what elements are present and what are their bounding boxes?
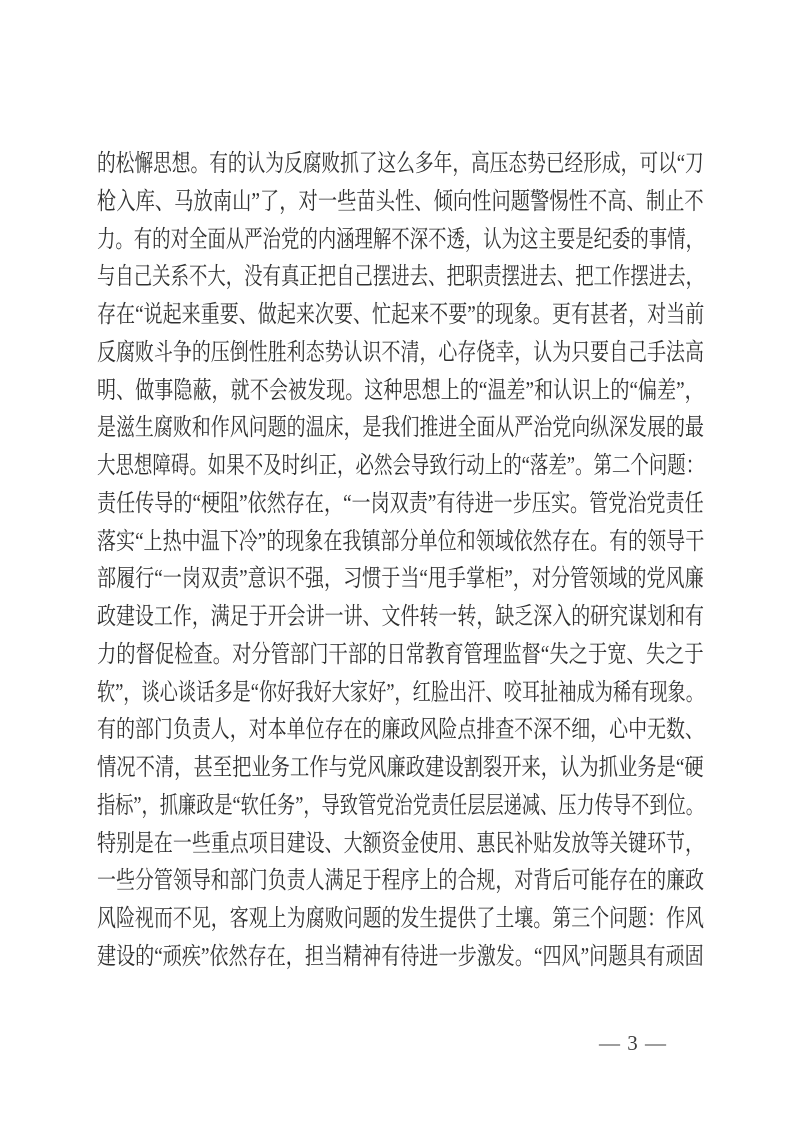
text-line: 存在“说起来重要、做起来次要、忙起来不要”的现象。更有甚者，对当前	[97, 302, 705, 328]
page-number: — 3 —	[599, 1031, 667, 1055]
text-line: 指标”，抓廉政是“软任务”，导致管党治党责任层层递减、压力传导不到位。	[97, 792, 704, 819]
text-line: 力的督促检查。对分管部门干部的日常教育管理监督“失之于宽、失之于	[97, 641, 704, 668]
text-line: 政建设工作，满足于开会讲一讲、文件转一转，缺乏深入的研究谋划和有	[97, 604, 704, 630]
text-line: 大思想障碍。如果不及时纠正，必然会导致行动上的“落差”。第二个问题：	[97, 453, 705, 479]
text-line: 与自己关系不大，没有真正把自己摆进去、把职责摆进去、把工作摆进去，	[97, 264, 704, 291]
text-line: 有的部门负责人，对本单位存在的廉政风险点排查不深不细，心中无数、	[97, 717, 704, 744]
text-line: 责任传导的“梗阻”依然存在，“一岗双责”有待进一步压实。管党治党责任	[97, 490, 704, 517]
text-line: 明、做事隐蔽，就不会被发现。这种思想上的“温差”和认识上的“偏差”，	[97, 377, 704, 404]
text-line: 的松懈思想。有的认为反腐败抓了这么多年，高压态势已经形成，可以“刀	[97, 151, 704, 177]
text-line: 情况不清，甚至把业务工作与党风廉政建设割裂开来，认为抓业务是“硬	[97, 755, 704, 781]
text-line: 枪入库、马放南山”了，对一些苗头性、倾向性问题警惕性不高、制止不	[97, 188, 704, 215]
text-line: 是滋生腐败和作风问题的温床，是我们推进全面从严治党向纵深发展的最	[97, 415, 704, 442]
text-line: 一些分管领导和部门负责人满足于程序上的合规，对背后可能存在的廉政	[97, 868, 704, 895]
text-line: 建设的“顽疾”依然存在，担当精神有待进一步激发。“四风”问题具有顽固	[97, 943, 704, 970]
text-line: 部履行“一岗双责”意识不强，习惯于当“甩手掌柜”，对分管领域的党风廉	[97, 566, 704, 593]
document-body	[97, 146, 704, 977]
text-line: 力。有的对全面从严治党的内涵理解不深不透，认为这主要是纪委的事情，	[97, 226, 704, 253]
text-line: 软”，谈心谈话多是“你好我好大家好”，红脸出汗、咬耳扯袖成为稀有现象。	[97, 679, 704, 706]
text-line: 反腐败斗争的压倒性胜利态势认识不清，心存侥幸，认为只要自己手法高	[97, 339, 704, 366]
text-line: 落实“上热中温下冷”的现象在我镇部分单位和领域依然存在。有的领导干	[97, 528, 705, 555]
text-line: 特别是在一些重点项目建设、大额资金使用、惠民补贴发放等关键环节，	[97, 830, 704, 857]
text-line: 风险视而不见，客观上为腐败问题的发生提供了土壤。第三个问题：作风	[97, 906, 704, 932]
